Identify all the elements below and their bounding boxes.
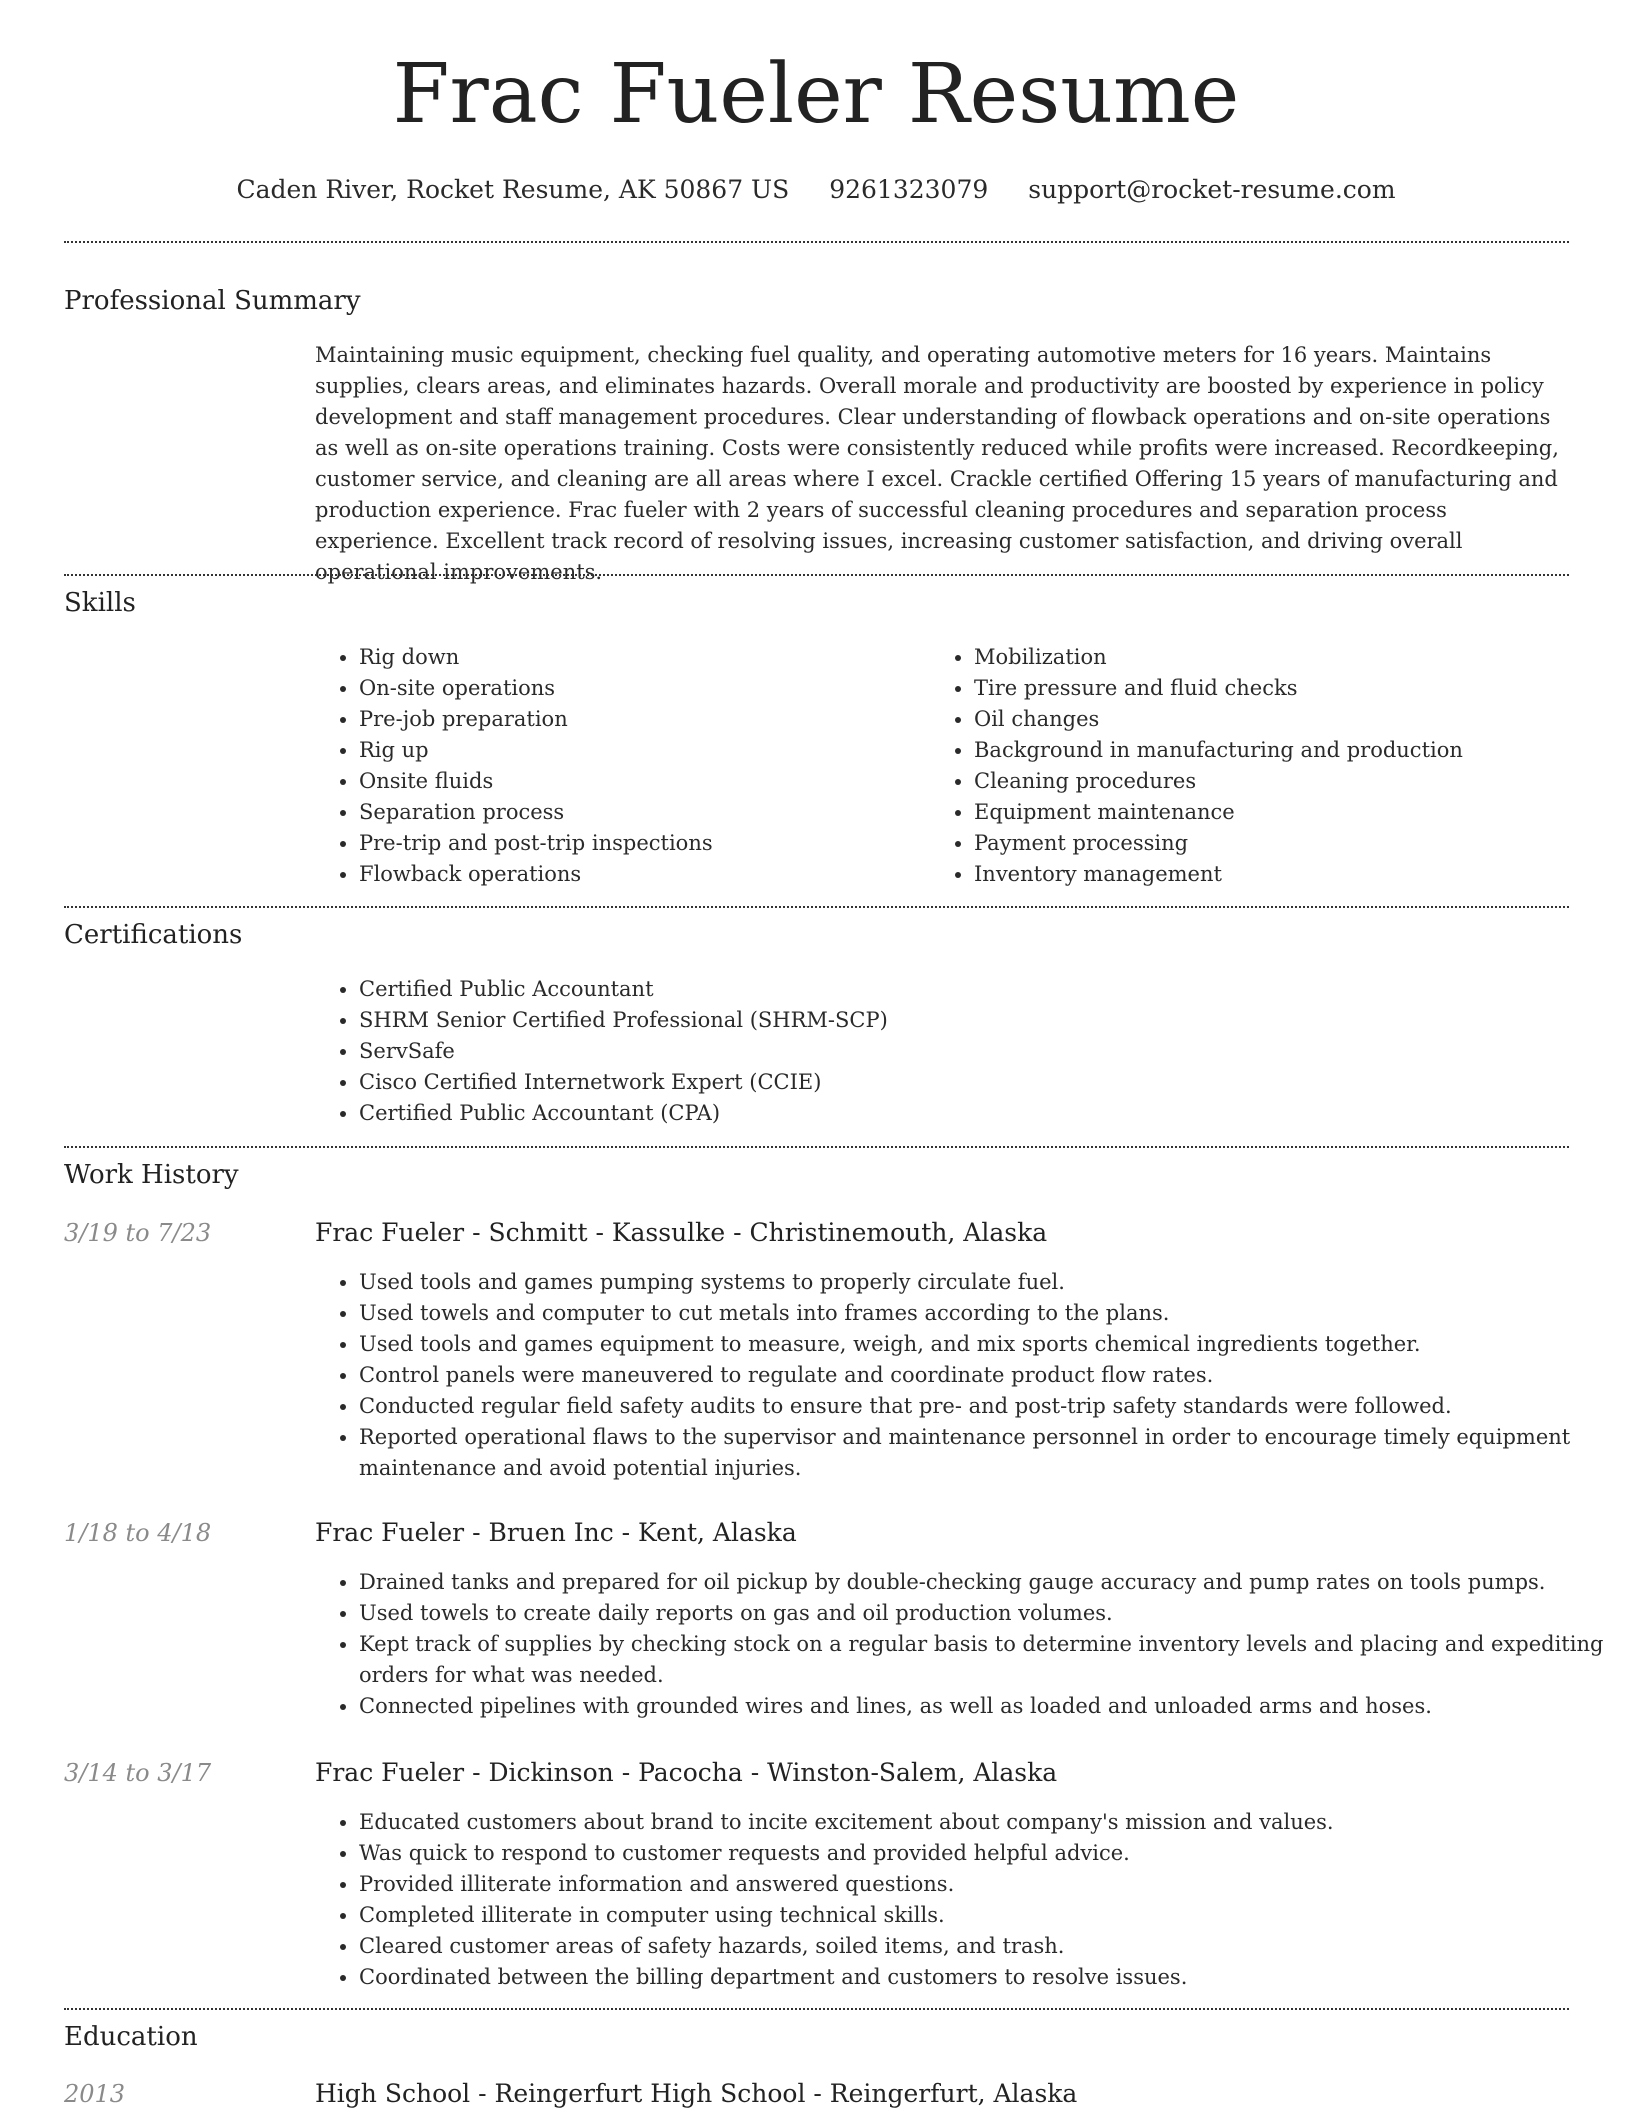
skills-list-right [930,642,1613,890]
job-bullet: • Provided illiterate information and answered questions. [359,1869,1613,1900]
job-bullet: • Used towels to create daily reports on gas and oil production volumes. [359,1598,1613,1629]
job-bullet: • Connected pipelines with grounded wires and lines, as well as loaded and unloaded arms and hoses. [359,1691,1613,1722]
job-bullet: • Conducted regular field safety audits to ensure that pre- and post-trip safety standards were followed. [359,1391,1613,1422]
skill-item: • Pre-job preparation [359,704,919,735]
section-divider [64,574,1569,576]
section-divider [64,1146,1569,1148]
certifications-list [315,974,1613,1129]
summary-text: Maintaining music equipment, checking fuel quality, and operating automotive meters for 16 years. Maintains supplies, clears areas, and eliminates hazards. Overall morale and productivity are boosted by experience in policy development and staff management procedures. Clear understanding of flowback operations and on-site operations as well as on-site operations training. Costs were consistently reduced while profits were increased. Recordkeeping, customer service, and cleaning are all areas where I excel. Crackle certified Offering 15 years of manufacturing and production experience. Frac fueler with 2 years of successful cleaning procedures and separation process experience. Excellent track record of resolving issues, increasing customer satisfaction, and driving overall operational improvements. [315,343,1559,584]
job-title: Frac Fueler - Schmitt - Kassulke - Christinemouth, Alaska [315,1218,1048,1247]
skill-item: • Onsite fluids [359,766,919,797]
work-history-heading: Work History [64,1160,239,1190]
certification-item: • Certified Public Accountant [359,974,1613,1005]
job-dates: 3/14 to 3/17 [64,1759,212,1787]
section-divider [64,241,1569,243]
skill-item: • Flowback operations [359,859,919,890]
certification-item: • Certified Public Accountant (CPA) [359,1098,1613,1129]
skill-item: • Rig down [359,642,919,673]
contact-line [0,172,1632,208]
job-dates: 3/19 to 7/23 [64,1219,212,1247]
skill-item: • Mobilization [974,642,1613,673]
skills-heading: Skills [64,588,136,618]
contact-email: support@rocket-resume.com [1028,175,1396,204]
job-dates: 1/18 to 4/18 [64,1519,212,1547]
job-bullets [315,1267,1613,1484]
job-bullet: • Used towels and computer to cut metals into frames according to the plans. [359,1298,1613,1329]
section-divider [64,906,1569,908]
skills-list-left [315,642,919,890]
job-bullet: • Used tools and games equipment to measure, weigh, and mix sports chemical ingredients together. [359,1329,1613,1360]
job-bullet: • Reported operational flaws to the supervisor and maintenance personnel in order to encourage timely equipment maintenance and avoid potential injuries. [359,1422,1613,1484]
skill-item: • Pre-trip and post-trip inspections [359,828,919,859]
certification-item: • Cisco Certified Internetwork Expert (CCIE) [359,1067,1613,1098]
skill-item: • Cleaning procedures [974,766,1613,797]
skill-item: • On-site operations [359,673,919,704]
job-bullet: • Used tools and games pumping systems to properly circulate fuel. [359,1267,1613,1298]
resume-title: Frac Fueler Resume [392,47,1240,142]
education-title: High School - Reingerfurt High School - Reingerfurt, Alaska [315,2079,1078,2108]
skill-item: • Rig up [359,735,919,766]
summary-heading: Professional Summary [64,286,361,316]
job-bullet: • Control panels were maneuvered to regulate and coordinate product flow rates. [359,1360,1613,1391]
job-title: Frac Fueler - Bruen Inc - Kent, Alaska [315,1518,797,1547]
contact-address: Caden River, Rocket Resume, AK 50867 US [236,175,790,204]
job-bullet: • Drained tanks and prepared for oil pickup by double-checking gauge accuracy and pump rates on tools pumps. [359,1567,1613,1598]
skill-item: • Payment processing [974,828,1613,859]
skill-item: • Inventory management [974,859,1613,890]
certification-item: • SHRM Senior Certified Professional (SHRM-SCP) [359,1005,1613,1036]
job-bullet: • Cleared customer areas of safety hazards, soiled items, and trash. [359,1931,1613,1962]
skill-item: • Oil changes [974,704,1613,735]
contact-phone: 9261323079 [829,175,989,204]
certification-item: • ServSafe [359,1036,1613,1067]
job-bullet: • Educated customers about brand to incite excitement about company's mission and values. [359,1807,1613,1838]
education-year: 2013 [64,2080,126,2108]
certifications-heading: Certifications [64,920,243,950]
job-title: Frac Fueler - Dickinson - Pacocha - Winston-Salem, Alaska [315,1758,1058,1787]
section-divider [64,2008,1569,2010]
skill-item: • Tire pressure and fluid checks [974,673,1613,704]
job-bullet: • Was quick to respond to customer requests and provided helpful advice. [359,1838,1613,1869]
job-bullet: • Completed illiterate in computer using technical skills. [359,1900,1613,1931]
education-heading: Education [64,2022,198,2052]
job-bullet: • Kept track of supplies by checking stock on a regular basis to determine inventory levels and placing and expediting orders for what was needed. [359,1629,1613,1691]
job-bullet: • Coordinated between the billing department and customers to resolve issues. [359,1962,1613,1993]
skill-item: • Separation process [359,797,919,828]
job-bullets [315,1567,1613,1722]
job-bullets [315,1807,1613,1993]
skill-item: • Background in manufacturing and production [974,735,1613,766]
skill-item: • Equipment maintenance [974,797,1613,828]
